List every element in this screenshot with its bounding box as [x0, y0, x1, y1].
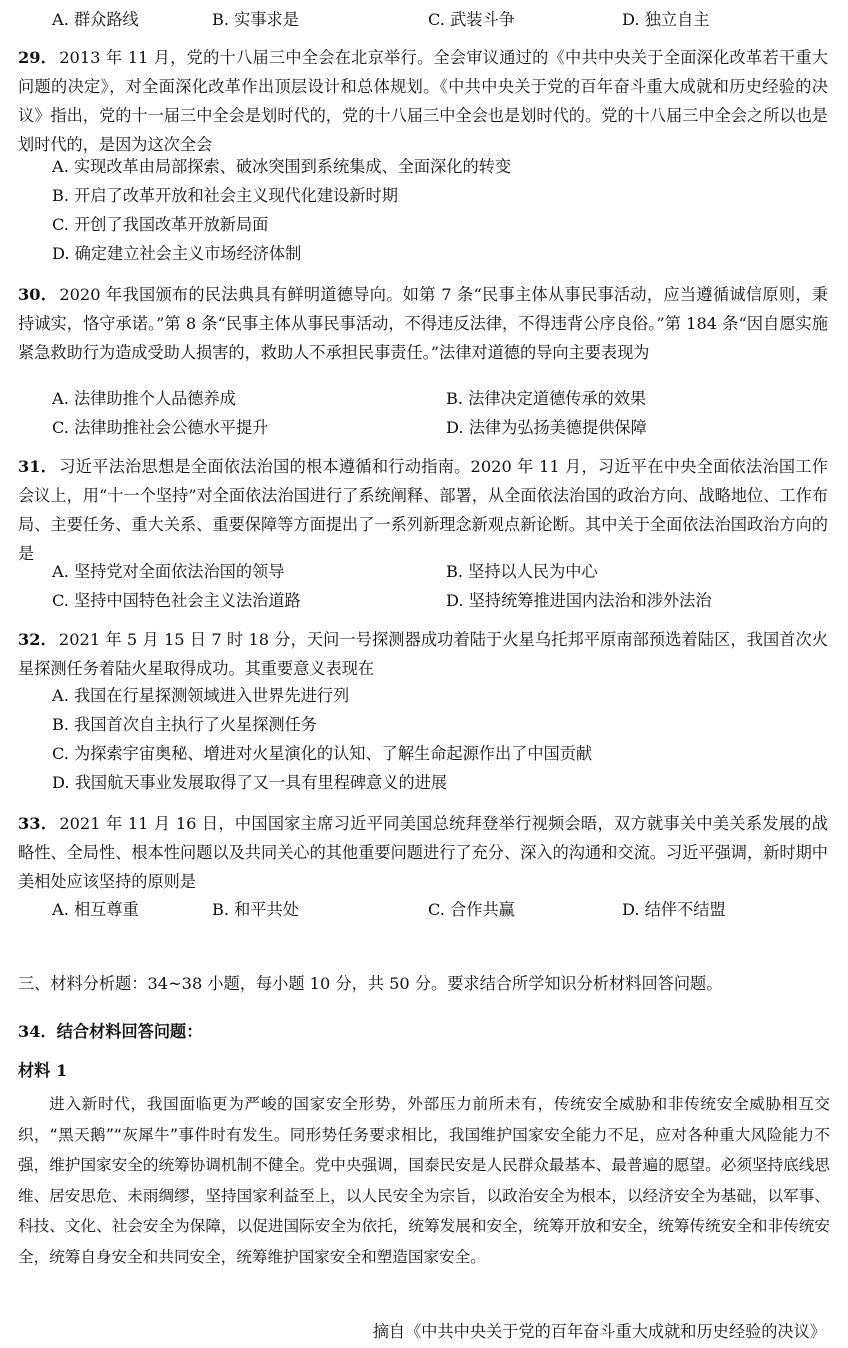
- q29-option-a: A. 实现改革由局部探索、破冰突围到系统集成、全面深化的转变: [52, 157, 512, 176]
- question-31: [18, 452, 828, 568]
- q31-text: 习近平法治思想是全面依法治国的根本遵循和行动指南。2020 年 11 月，习近平在中央全面依法治国工作会议上，用“十一个坚持”对全面依法治国进行了系统阐释、部署，从全面依法治国的政治方向、战略地位、工作布局、主要任务、重大关系、重要保障等方面提出了一系列新理念新观点新论断。其中关于全面依法治国政治方向的是: [18, 457, 828, 563]
- q30-option-a: A. 法律助推个人品德养成: [52, 389, 236, 408]
- q31-option-d: D. 坚持统筹推进国内法治和涉外法治: [446, 591, 712, 610]
- q30-option-d: D. 法律为弘扬美德提供保障: [446, 418, 647, 437]
- q30-number: 30．: [18, 285, 58, 304]
- q33-option-a: A. 相互尊重: [52, 900, 139, 919]
- question-32: [18, 625, 828, 683]
- q32-option-c: C. 为探索宇宙奥秘、增进对火星演化的认知、了解生命起源作出了中国贡献: [52, 744, 593, 763]
- q28-option-b: B. 实事求是: [212, 10, 299, 29]
- q33-option-c: C. 合作共赢: [428, 900, 515, 919]
- q29-option-d: D. 确定建立社会主义市场经济体制: [52, 244, 302, 263]
- q33-number: 33．: [18, 814, 58, 833]
- material-label: 材料 1: [18, 1061, 68, 1080]
- q29-option-b: B. 开启了改革开放和社会主义现代化建设新时期: [52, 186, 398, 205]
- q30-stem: [18, 280, 828, 367]
- q32-option-d: D. 我国航天事业发展取得了又一具有里程碑意义的进展: [52, 773, 448, 792]
- q32-number: 32．: [18, 630, 57, 649]
- q31-option-c: C. 坚持中国特色社会主义法治道路: [52, 591, 301, 610]
- q33-option-d: D. 结伴不结盟: [622, 900, 726, 919]
- q32-stem: [18, 625, 828, 683]
- q29-number: 29．: [18, 48, 58, 67]
- question-29: [18, 43, 828, 159]
- q31-option-a: A. 坚持党对全面依法治国的领导: [52, 562, 285, 581]
- q28-option-c: C. 武装斗争: [428, 10, 515, 29]
- q29-stem: [18, 43, 828, 159]
- q30-option-b: B. 法律决定道德传承的效果: [446, 389, 647, 408]
- q31-number: 31．: [18, 457, 58, 476]
- q31-option-b: B. 坚持以人民为中心: [446, 562, 598, 581]
- q34-title: 34．结合材料回答问题：: [18, 1022, 203, 1041]
- q30-option-c: C. 法律助推社会公德水平提升: [52, 418, 269, 437]
- q32-option-b: B. 我国首次自主执行了火星探测任务: [52, 715, 317, 734]
- q33-option-b: B. 和平共处: [212, 900, 299, 919]
- question-30: [18, 280, 828, 367]
- q28-option-d: D. 独立自主: [622, 10, 710, 29]
- section-heading: 三、材料分析题：34~38 小题，每小题 10 分，共 50 分。要求结合所学知识分析材料回答问题。: [18, 974, 723, 993]
- material-source: 摘自《中共中央关于党的百年奋斗重大成就和历史经验的决议》: [372, 1322, 826, 1341]
- q31-stem: [18, 452, 828, 568]
- q29-option-c: C. 开创了我国改革开放新局面: [52, 215, 269, 234]
- question-33: [18, 809, 828, 896]
- q33-stem: [18, 809, 828, 896]
- q30-text: 2020 年我国颁布的民法典具有鲜明道德导向。如第 7 条“民事主体从事民事活动，应当遵循诚信原则，秉持诚实，恪守承诺。”第 8 条“民事主体从事民事活动，不得违反法律，不得违背公序良俗。”第 184 条“因自愿实施紧急救助行为造成受助人损害的，救助人不承担民事责任。”法律对道德的导向主要表现为: [18, 285, 828, 362]
- q32-text: 2021 年 5 月 15 日 7 时 18 分，天问一号探测器成功着陆于火星乌托邦平原南部预选着陆区，我国首次火星探测任务着陆火星取得成功。其重要意义表现在: [18, 630, 829, 678]
- material-text: 进入新时代，我国面临更为严峻的国家安全形势，外部压力前所未有，传统安全威胁和非传统安全威胁相互交织，“黑天鹅”“灰犀牛”事件时有发生。同形势任务要求相比，我国维护国家安全能力不足，应对各种重大风险能力不强，维护国家安全的统筹协调机制不健全。党中央强调，国泰民安是人民群众最基本、最普遍的愿望。必须坚持底线思维、居安思危、未雨绸缪，坚持国家利益至上，以人民安全为宗旨，以政治安全为根本，以经济安全为基础，以军事、科技、文化、社会安全为保障，以促进国际安全为依托，统筹发展和安全，统筹开放和安全，统筹传统安全和非传统安全，统筹自身安全和共同安全，统筹维护国家安全和塑造国家安全。: [18, 1095, 830, 1266]
- q33-text: 2021 年 11 月 16 日，中国国家主席习近平同美国总统拜登举行视频会晤，双方就事关中美关系发展的战略性、全局性、根本性问题以及共同关心的其他重要问题进行了充分、深入的沟通和交流。习近平强调，新时期中美相处应该坚持的原则是: [18, 814, 828, 891]
- q32-option-a: A. 我国在行星探测领域进入世界先进行列: [52, 686, 350, 705]
- q29-text: 2013 年 11 月，党的十八届三中全会在北京举行。全会审议通过的《中共中央关于全面深化改革若干重大问题的决定》，对全面深化改革作出顶层设计和总体规划。《中共中央关于党的百年奋斗重大成就和历史经验的决议》指出，党的十一届三中全会是划时代的，党的十八届三中全会也是划时代的。党的十八届三中全会之所以也是划时代的，是因为这次全会: [18, 48, 828, 154]
- q28-option-a: A. 群众路线: [52, 10, 139, 29]
